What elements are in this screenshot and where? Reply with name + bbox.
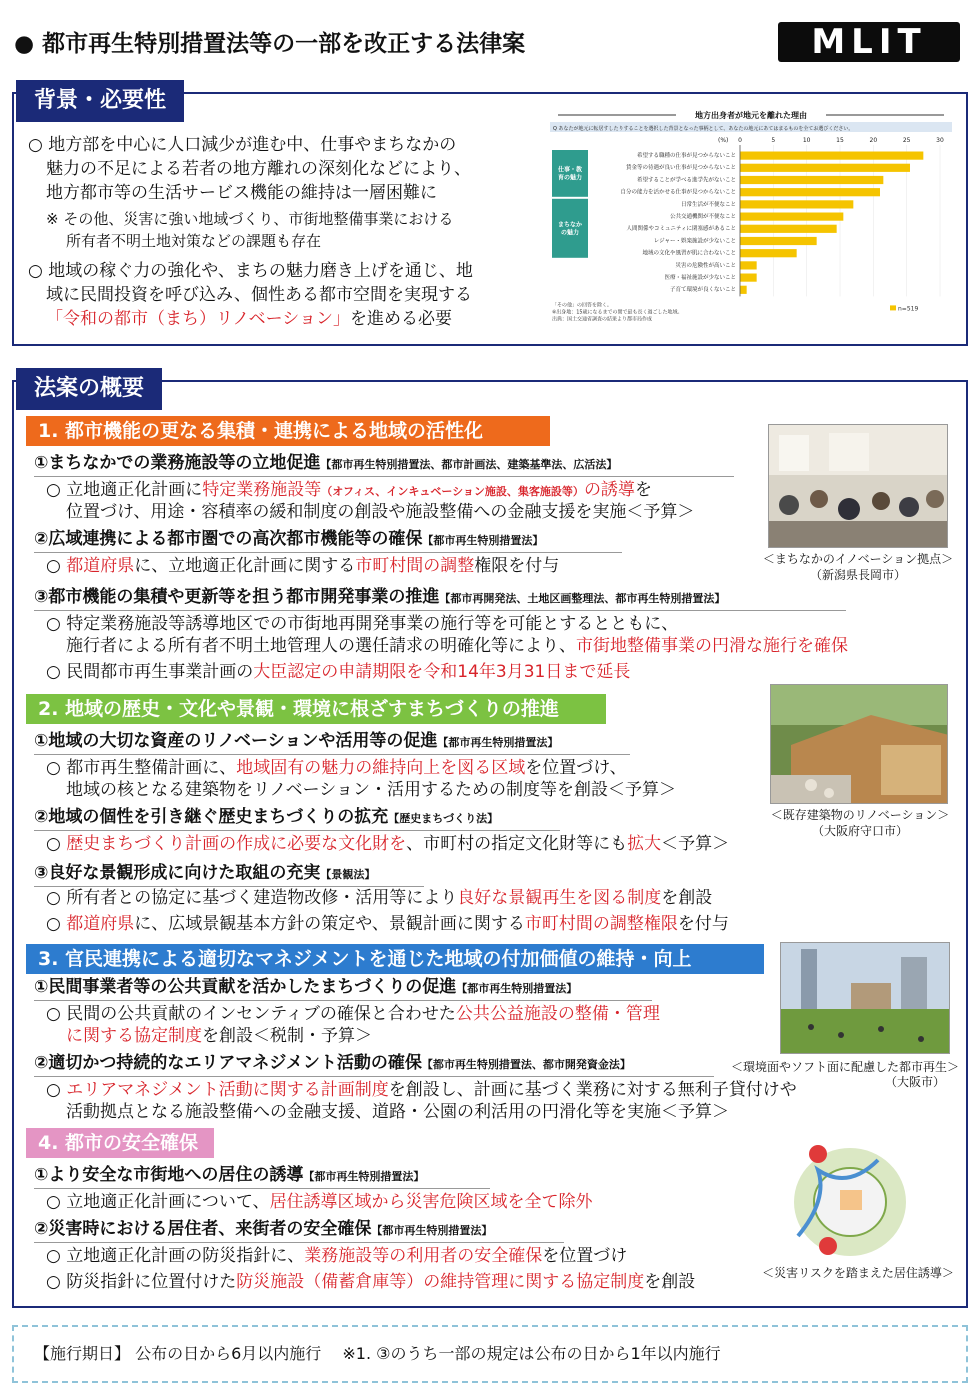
chart-note-1: ※出身地：15歳になるまでの間で最も長く過ごした地域。 [552, 309, 683, 316]
caption-photo-3: ＜環境面やソフト面に配慮した都市再生＞ [730, 1060, 959, 1074]
x-tick-label-3: 15 [836, 137, 844, 144]
category-label-10: 医療・福祉施設が少ないこと [664, 275, 736, 281]
bar-7 [740, 237, 817, 245]
chart-unit: (%) [718, 137, 729, 144]
s2-heading-3: ③良好な景観形成に向けた取組の充実【景観法】 [34, 862, 424, 887]
reiwa-renovation-highlight: 「令和の都市（まち）リノベーション」 [46, 309, 350, 329]
chart-group-label-1-0: まちなか [557, 221, 583, 229]
category-label-4: 日常生活が不便なこと [680, 201, 736, 208]
s2-item-4: ○ 都道府県に、広域景観基本方針の策定や、景観計画に関する市町村間の調整権限を付与 [46, 914, 729, 934]
category-label-7: レジャー・娯楽施設が少ないこと [653, 238, 736, 245]
s1-item-1: ○ 立地適正化計画に特定業務施設等（オフィス、インキュベーション施設、集客施設等）の誘導を [46, 480, 652, 500]
caption-photo-3-location: （大阪市） [884, 1075, 945, 1089]
caption-photo-2-location: （大阪府守口市） [811, 824, 908, 838]
s4-heading-2: ②災害時における居住者、来街者の安全確保【都市再生特別措置法】 [34, 1218, 564, 1243]
chart-group-label-0-1: 育の魅力 [557, 174, 583, 182]
overview-tag: 法案の概要 [16, 368, 162, 410]
background-line-6: 「令和の都市（まち）リノベーション」を進める必要 [46, 309, 452, 329]
s2-item-1b: 地域の核となる建築物をリノベーション・活用するための制度等を創設＜予算＞ [66, 780, 676, 800]
s1-heading-1: ①まちなかでの業務施設等の立地促進【都市再生特別措置法、都市計画法、建築基準法、広活法】 [34, 452, 734, 477]
s1-heading-2: ②広域連携による都市圏での高次都市機能等の確保【都市再生特別措置法】 [34, 528, 622, 553]
background-tag: 背景・必要性 [16, 80, 184, 122]
s2-item-1: ○ 都市再生整備計画に、地域固有の魅力の維持向上を図る区域を位置づけ、 [46, 758, 627, 778]
s1-heading-3: ③都市機能の集積や更新等を担う都市開発事業の推進【都市再開発法、土地区画整理法、都市再生特別措置法】 [34, 586, 846, 611]
category-label-8: 地域の文化や風習が肌に合わないこと [642, 250, 736, 257]
background-line-1: ○ 地方部を中心に人口減少が進む中、仕事やまちなかの [28, 135, 457, 155]
bar-3 [740, 188, 880, 196]
photo-renovation [770, 684, 948, 804]
bar-11 [740, 286, 747, 294]
s4-item-2: ○ 立地適正化計画の防災指針に、業務施設等の利用者の安全確保を位置づけ [46, 1246, 628, 1266]
s1-item-1b: 位置づけ、用途・容積率の緩和制度の創設や施設整備への金融支援を実施＜予算＞ [66, 502, 695, 522]
x-tick-label-6: 30 [936, 137, 944, 144]
section-3-band: 3. 官民連携による適切なマネジメントを通じた地域の付加価値の維持・向上 [26, 944, 764, 974]
chart-note-2: 出典：国土交通省調査の結果より都市局作成 [552, 316, 653, 323]
s4-item-3: ○ 防災指針に位置付けた防災施設（備蓄倉庫等）の維持管理に関する協定制度を創設 [46, 1272, 696, 1292]
bar-2 [740, 176, 883, 184]
category-label-9: 災害の危険性が高いこと [675, 262, 736, 269]
background-line-2: 魅力の不足による若者の地方離れの深刻化などにより、 [46, 159, 471, 179]
bar-9 [740, 261, 757, 269]
background-line-4: ○ 地域の稼ぐ力の強化や、まちの魅力磨き上げを通じ、地 [28, 261, 473, 281]
s4-heading-1: ①より安全な市街地への居住の誘導【都市再生特別措置法】 [34, 1164, 490, 1189]
photo-innovation-hub [768, 424, 948, 548]
background-line-3: 地方都市等の生活サービス機能の維持は一層困難に [46, 183, 437, 203]
s2-heading-1: ①地域の大切な資産のリノベーションや活用等の促進【都市再生特別措置法】 [34, 730, 630, 755]
x-tick-label-2: 10 [802, 137, 811, 144]
section-1-band: 1. 都市機能の更なる集積・連携による地域の活性化 [26, 416, 550, 446]
s2-item-3: ○ 所有者との協定に基づく建造物改修・活用等により良好な景観再生を図る制度を創設 [46, 888, 713, 908]
photo-urban-park [780, 942, 950, 1054]
x-tick-label-1: 5 [771, 137, 776, 144]
chart-group-label-1-1: の魅力 [560, 229, 580, 237]
s3-item-2b: 活動拠点となる施設整備への金融支援、道路・公園の利活用の円滑化等を実施＜予算＞ [66, 1102, 729, 1122]
s2-item-2: ○ 歴史まちづくり計画の作成に必要な文化財を、市町村の指定文化財等にも拡大＜予算＞ [46, 834, 730, 854]
s1-item-3b: 施行者による所有者不明土地管理人の選任請求の明確化等により、市街地整備事業の円滑な施行を確保 [66, 636, 848, 656]
effective-date: 【施行期日】 公布の日から6月以内施行 ※1. ③のうち一部の規定は公布の日から1年以内施行 [12, 1325, 968, 1383]
category-label-2: 希望することが学べる進学先がないこと [636, 177, 736, 184]
x-tick-label-4: 20 [869, 137, 878, 144]
chart-note-0: 「その他」の回答を除く。 [552, 302, 612, 309]
s1-item-2: ○ 都道府県に、立地適正化計画に関する市町村間の調整権限を付与 [46, 556, 560, 576]
page-title: ● 都市再生特別措置法等の一部を改正する法律案 [14, 31, 526, 57]
category-label-0: 希望する職種の仕事が見つからないこと [636, 153, 736, 159]
section-4-band: 4. 都市の安全確保 [26, 1128, 214, 1158]
category-label-3: 自分の能力を活かせる仕事が見つからないこと [620, 189, 736, 196]
category-label-5: 公共交通機関が不便なこと [669, 214, 736, 220]
bar-10 [740, 274, 757, 282]
s1-item-3: ○ 特定業務施設等誘導地区での市街地再開発事業の施行等を可能とするとともに、 [46, 614, 679, 634]
x-tick-label-0: 0 [738, 137, 742, 144]
chart-group-label-0-0: 仕事・教 [557, 166, 583, 174]
bar-5 [740, 213, 843, 221]
caption-photo-1-location: （新潟県長岡市） [809, 568, 906, 582]
s2-heading-2: ②地域の個性を引き継ぐ歴史まちづくりの拡充【歴史まちづくり法】 [34, 806, 560, 831]
s3-heading-2: ②適切かつ持続的なエリアマネジメント活動の確保【都市再生特別措置法、都市開発資金法】 [34, 1052, 714, 1077]
hazard-map-diagram [788, 1140, 910, 1260]
section-2-band: 2. 地域の歴史・文化や景観・環境に根ざすまちづくりの推進 [26, 694, 606, 724]
bar-1 [740, 164, 910, 172]
chart-n-label: n=519 [898, 305, 919, 313]
chart-svg [548, 108, 954, 328]
s3-item-1: ○ 民間の公共貢献のインセンティブの確保と合わせた公共公益施設の整備・管理 [46, 1004, 660, 1024]
background-line-5: 域に民間投資を呼び込み、個性ある都市空間を実現する [46, 285, 473, 305]
chart-title: 地方出身者が地元を離れた理由 [695, 111, 807, 120]
s4-item-1: ○ 立地適正化計画について、居住誘導区域から災害危険区域を全て除外 [46, 1192, 593, 1212]
caption-photo-2: ＜既存建築物のリノベーション＞ [770, 808, 950, 822]
legend-swatch [890, 305, 896, 310]
s3-heading-1: ①民間事業者等の公共貢献を活かしたまちづくりの促進【都市再生特別措置法】 [34, 976, 652, 1001]
x-tick-label-5: 25 [902, 137, 911, 144]
s3-item-2: ○ エリアマネジメント活動に関する計画制度を創設し、計画に基づく業務に対する無利子貸付けや [46, 1080, 797, 1100]
category-label-11: 子育て環境が良くないこと [669, 287, 736, 294]
bar-0 [740, 152, 923, 160]
category-label-1: 賃金等の待遇が良い仕事が見つからないこと [625, 165, 736, 172]
caption-photo-1: ＜まちなかのイノベーション拠点＞ [762, 552, 954, 566]
bar-4 [740, 200, 853, 208]
bar-6 [740, 225, 837, 233]
mlit-logo: MLIT [778, 22, 960, 62]
chart-question: Q あなたが地元に転居すしたりすることを選択した背景となった事柄として、あなたの地元にあてはまるものを全てお選びください。 [553, 126, 854, 132]
caption-photo-4: ＜災害リスクを踏まえた居住誘導＞ [762, 1266, 954, 1280]
s3-item-1b: に関する協定制度を創設＜税制・予算＞ [66, 1026, 372, 1046]
s1-item-4: ○ 民間都市再生事業計画の大臣認定の申請期限を令和14年3月31日まで延長 [46, 662, 631, 682]
background-note-1: ※ その他、災害に強い地域づくり、市街地整備事業における [46, 210, 454, 228]
reasons-bar-chart [548, 108, 954, 328]
category-label-6: 人間関係やコミュニティに閉塞感があること [626, 226, 736, 233]
bar-8 [740, 249, 797, 257]
background-note-2: 所有者不明土地対策などの課題も存在 [66, 232, 322, 250]
